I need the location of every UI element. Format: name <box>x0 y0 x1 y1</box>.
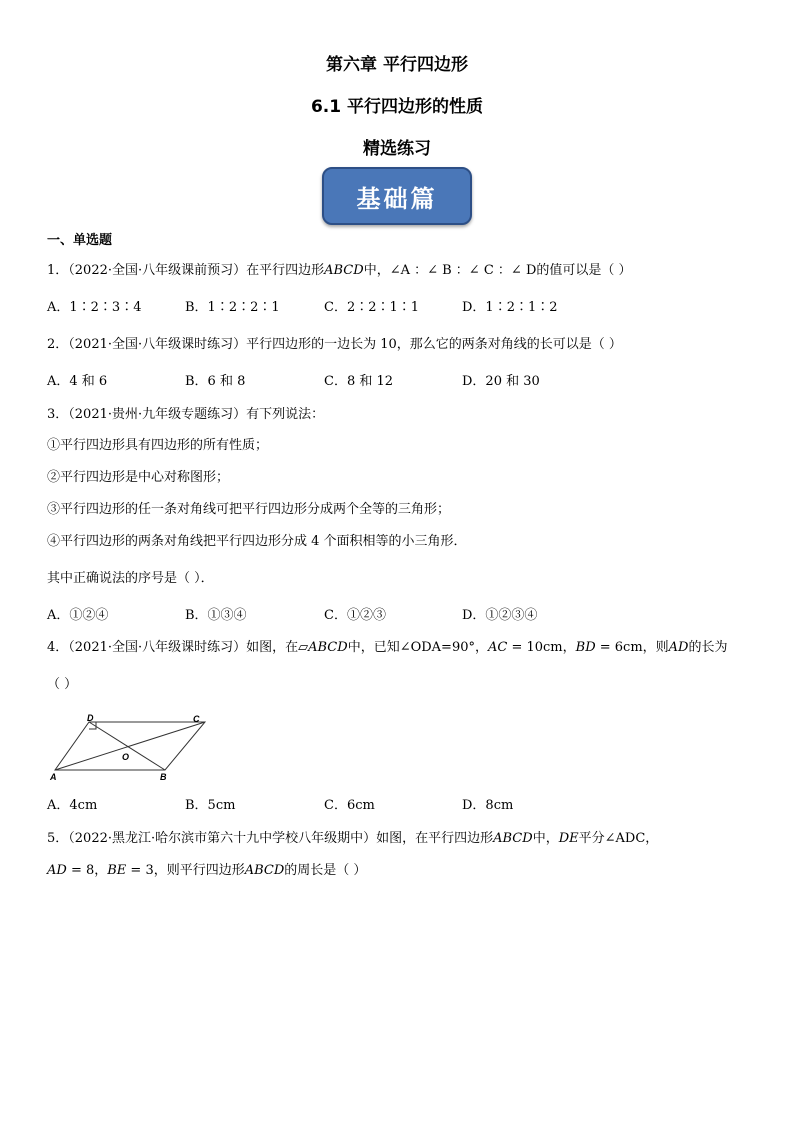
chapter-title: 第六章 平行四边形 <box>326 55 468 75</box>
q3-statement-3: ③平行四边形的任一条对角线可把平行四边形分成两个全等的三角形； <box>47 502 451 517</box>
q1-option-c[interactable]: C．2∶2∶1∶1 <box>324 300 420 315</box>
q4-option-a[interactable]: A．4cm <box>47 798 98 813</box>
q3-option-b[interactable]: B．①③④ <box>185 608 247 623</box>
label-o: O <box>122 752 130 762</box>
q1-option-d[interactable]: D．1∶2∶1∶2 <box>462 300 558 315</box>
q3-statement-1: ①平行四边形具有四边形的所有性质； <box>47 438 269 453</box>
diagonal-bd <box>89 722 165 770</box>
q4-answer-paren: （ ） <box>47 677 78 692</box>
question-5-stem: 5．（2022·黑龙江·哈尔滨市第六十九中学校八年级期中）如图，在平行四边形ABCD中，DE平分∠ADC， <box>47 831 659 846</box>
q3-statement-4: ④平行四边形的两条对角线把平行四边形分成 4 个面积相等的小三角形． <box>47 534 467 549</box>
q2-option-a[interactable]: A．4 和 6 <box>47 374 108 389</box>
q2-option-c[interactable]: C．8 和 12 <box>324 374 394 389</box>
q3-option-a[interactable]: A．①②④ <box>47 608 109 623</box>
q3-option-d[interactable]: D．①②③④ <box>462 608 538 623</box>
q3-statement-2: ②平行四边形是中心对称图形； <box>47 470 230 485</box>
q1-option-b[interactable]: B．1∶2∶2∶1 <box>185 300 280 315</box>
parallelogram-figure <box>47 712 217 782</box>
q2-option-b[interactable]: B．6 和 8 <box>185 374 246 389</box>
q4-option-c[interactable]: C．6cm <box>324 798 375 813</box>
diagonal-ac <box>55 722 205 770</box>
label-d: D <box>87 713 94 723</box>
question-1-stem: 1．（2022·全国·八年级课前预习）在平行四边形ABCD中，∠A ：∠ B ：∠ C ：∠ D的值可以是（ ） <box>47 263 632 278</box>
q3-ask: 其中正确说法的序号是（ ）． <box>47 571 214 586</box>
label-b: B <box>160 772 167 782</box>
level-badge: 基础篇 <box>322 167 472 225</box>
q4-option-b[interactable]: B．5cm <box>185 798 236 813</box>
part-heading: 一、单选题 <box>47 233 113 248</box>
subtitle: 精选练习 <box>363 139 431 159</box>
label-c: C <box>193 714 200 724</box>
question-5-line-2: AD = 8，BE = 3，则平行四边形ABCD的周长是（ ） <box>47 863 367 878</box>
label-a: A <box>50 772 57 782</box>
question-3-stem: 3．（2021·贵州·九年级专题练习）有下列说法： <box>47 407 325 422</box>
q3-option-c[interactable]: C．①②③ <box>324 608 386 623</box>
q4-option-d[interactable]: D．8cm <box>462 798 514 813</box>
question-4-stem: 4．（2021·全国·八年级课时练习）如图，在▱ABCD中，已知∠ODA=90°，AC = 10cm，BD = 6cm，则AD的长为 <box>47 640 728 655</box>
section-title: 6.1 平行四边形的性质 <box>310 97 484 117</box>
q2-option-d[interactable]: D．20 和 30 <box>462 374 540 389</box>
q1-option-a[interactable]: A．1∶2∶3∶4 <box>47 300 142 315</box>
question-2-stem: 2．（2021·全国·八年级课时练习）平行四边形的一边长为 10，那么它的两条对角线的长可以是（ ） <box>47 337 622 352</box>
